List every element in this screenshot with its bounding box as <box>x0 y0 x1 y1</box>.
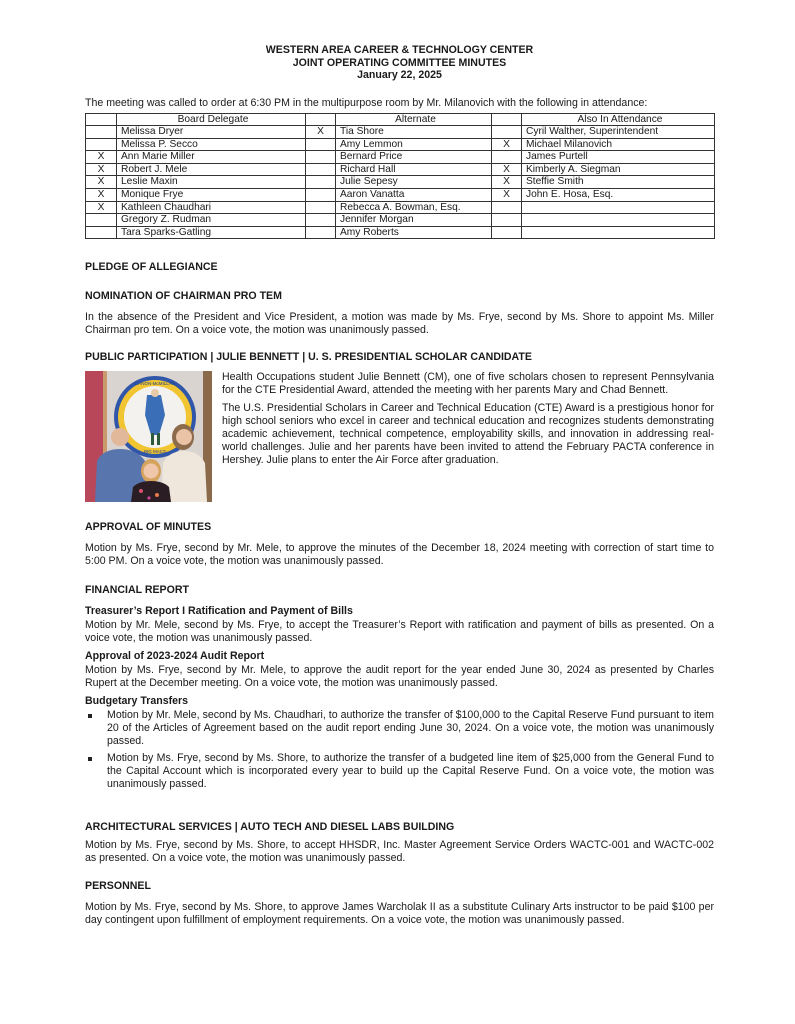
transfer-text: Motion by Ms. Frye, second by Ms. Shore, to authorize the transfer of a budgeted line item of $25,000 from the General Fund to the Capital Account which is incorporated every year to build up the Capital Reserve Fund. On a voice vote, the motion was unanimously passed. <box>107 752 714 790</box>
document-header-block <box>85 44 714 239</box>
present-mark <box>306 163 336 176</box>
attendance-header-row <box>86 113 715 126</box>
board-delegate: Melissa P. Secco <box>117 138 306 151</box>
alternate: Amy Roberts <box>336 226 492 239</box>
present-mark: X <box>492 176 522 189</box>
present-mark: X <box>86 151 117 164</box>
present-mark <box>306 176 336 189</box>
present-mark: X <box>86 176 117 189</box>
nomination-section <box>85 290 714 337</box>
audit-body: Motion by Ms. Frye, second by Mr. Mele, to approve the audit report for the year ended June 30, 2024 as presented by Charles Rupert at the December meeting. On a voice vote, the motion was unanimously passed. <box>85 664 714 689</box>
public-participation-section <box>85 351 714 364</box>
transfer-text: Motion by Mr. Mele, second by Ms. Chaudhari, to authorize the transfer of $100,000 to the Capital Reserve Fund pursuant to item 20 of the Articles of Agreement based on the audit report ending June 30, 2024. On a voice vote, the motion was unanimously passed. <box>107 709 714 747</box>
present-mark <box>86 126 117 139</box>
subheading-transfers: Budgetary Transfers <box>85 695 189 707</box>
attendance-header-cell <box>492 113 522 126</box>
board-delegate: Leslie Maxin <box>117 176 306 189</box>
table-row <box>86 151 715 164</box>
board-delegate: Robert J. Mele <box>117 163 306 176</box>
table-row <box>86 214 715 227</box>
present-mark <box>492 226 522 239</box>
alternate: Julie Sepesy <box>336 176 492 189</box>
attendance-table <box>85 113 715 240</box>
bullet-icon <box>88 757 92 761</box>
present-mark <box>306 214 336 227</box>
alternate: Bernard Price <box>336 151 492 164</box>
present-mark <box>306 201 336 214</box>
treasurer-body: Motion by Mr. Mele, second by Ms. Frye, to accept the Treasurer’s Report with ratification and payment of bills as presented. On a voice vote, the motion was unanimously passed. <box>85 619 714 644</box>
architectural-body: Motion by Ms. Frye, second by Ms. Shore, to accept HHSDR, Inc. Master Agreement Service Orders WACTC-001 and WACTC-002 as presented. On a voice vote, the motion was unanimously passed. <box>85 839 714 864</box>
table-row <box>86 126 715 139</box>
section-heading-pledge: PLEDGE OF ALLEGIANCE <box>85 261 218 273</box>
present-mark: X <box>86 201 117 214</box>
bennett-paragraph-1: Health Occupations student Julie Bennett (CM), one of five scholars chosen to represent Pennsylvania for the CTE Presidential Award, attended the meeting with her parents Mary and Chad Bennett. <box>222 371 714 396</box>
personnel-section <box>85 880 714 927</box>
also-in-attendance <box>522 214 715 227</box>
also-in-attendance: John E. Hosa, Esq. <box>522 189 715 202</box>
board-delegate: Kathleen Chaudhari <box>117 201 306 214</box>
architectural-services-section <box>85 821 714 865</box>
alternate: Jennifer Morgan <box>336 214 492 227</box>
alternate: Richard Hall <box>336 163 492 176</box>
document-header <box>85 44 714 82</box>
list-item <box>85 709 714 748</box>
present-mark: X <box>306 126 336 139</box>
section-heading-architectural: ARCHITECTURAL SERVICES | AUTO TECH AND DIESEL LABS BUILDING <box>85 821 455 833</box>
present-mark <box>306 189 336 202</box>
table-row <box>86 176 715 189</box>
section-heading-minutes: APPROVAL OF MINUTES <box>85 521 212 533</box>
document-title: JOINT OPERATING COMMITTEE MINUTES <box>292 56 507 69</box>
personnel-body: Motion by Ms. Frye, second by Ms. Shore, to approve James Warcholak II as a substitute Culinary Arts instructor to be paid $100 per day contingent upon fulfillment of employment requirements. On a voice vote, the motion was unanimously passed. <box>85 901 714 926</box>
present-mark <box>492 214 522 227</box>
board-delegate: Melissa Dryer <box>117 126 306 139</box>
alternate: Aaron Vanatta <box>336 189 492 202</box>
table-row <box>86 201 715 214</box>
present-mark: X <box>492 163 522 176</box>
present-mark <box>306 226 336 239</box>
table-row <box>86 226 715 239</box>
minutes-body: Motion by Ms. Frye, second by Mr. Mele, to approve the minutes of the December 18, 2024 meeting with correction of start time to 5:00 PM. On a voice vote, the motion was unanimously passed. <box>85 542 714 567</box>
present-mark: X <box>492 138 522 151</box>
list-item <box>85 752 714 791</box>
board-delegate: Ann Marie Miller <box>117 151 306 164</box>
also-in-attendance: Steffie Smith <box>522 176 715 189</box>
intro-text: The meeting was called to order at 6:30 PM in the multipurpose room by Mr. Milanovich with the following in attendance: <box>85 96 648 109</box>
table-row <box>86 138 715 151</box>
present-mark: X <box>86 163 117 176</box>
present-mark: X <box>86 189 117 202</box>
present-mark: X <box>492 189 522 202</box>
logo-text-bottom: BIG MACS <box>143 449 167 454</box>
financial-report-section <box>85 584 714 795</box>
attendance-header-cell: Board Delegate <box>117 113 306 126</box>
nomination-body: In the absence of the President and Vice President, a motion was made by Ms. Frye, second by Ms. Shore to appoint Ms. Miller Chairman pro tem. On a voice vote, the motion was unanimously passed. <box>85 311 714 336</box>
bennett-photo <box>85 371 212 502</box>
attendance-header-cell <box>306 113 336 126</box>
also-in-attendance: Cyril Walther, Superintendent <box>522 126 715 139</box>
alternate: Amy Lemmon <box>336 138 492 151</box>
section-heading-nomination: NOMINATION OF CHAIRMAN PRO TEM <box>85 290 282 302</box>
photo-image <box>85 371 212 502</box>
present-mark <box>86 138 117 151</box>
present-mark <box>306 151 336 164</box>
present-mark <box>492 126 522 139</box>
table-row <box>86 163 715 176</box>
attendance-header-cell <box>86 113 117 126</box>
present-mark <box>492 201 522 214</box>
section-heading-financial: FINANCIAL REPORT <box>85 584 189 596</box>
section-heading-personnel: PERSONNEL <box>85 880 151 892</box>
subheading-audit: Approval of 2023-2024 Audit Report <box>85 650 265 662</box>
org-name: WESTERN AREA CAREER & TECHNOLOGY CENTER <box>265 44 534 56</box>
present-mark <box>306 138 336 151</box>
subheading-treasurer: Treasurer’s Report I Ratification and Payment of Bills <box>85 605 353 617</box>
attendance-header-cell: Alternate <box>336 113 492 126</box>
bennett-paragraph-2: The U.S. Presidential Scholars in Career and Technical Education (CTE) Award is a prestigious honor for high school seniors who excel in career and technical education and recognizes students demonstrating academic achievement, technical competence, employability skills, and innovation in addressing real-world challenges. Julie and her parents have been invited to attend the February PACTA conference in Hershey. Julie plans to enter the Air Force after graduation. <box>222 402 714 466</box>
transfers-list <box>85 709 714 791</box>
bullet-icon <box>88 714 92 718</box>
attendance-header-cell: Also In Attendance <box>522 113 715 126</box>
also-in-attendance: James Purtell <box>522 151 715 164</box>
meeting-date: January 22, 2025 <box>357 69 442 81</box>
present-mark <box>86 214 117 227</box>
approval-of-minutes-section <box>85 521 714 568</box>
board-delegate: Monique Frye <box>117 189 306 202</box>
bennett-block <box>85 371 714 503</box>
pledge-section <box>85 261 714 274</box>
also-in-attendance <box>522 226 715 239</box>
table-row <box>86 189 715 202</box>
bennett-text <box>222 371 714 467</box>
also-in-attendance <box>522 201 715 214</box>
logo-text-top: CANON-McMILLAN <box>134 381 176 386</box>
also-in-attendance: Michael Milanovich <box>522 138 715 151</box>
present-mark <box>86 226 117 239</box>
board-delegate: Tara Sparks-Gatling <box>117 226 306 239</box>
board-delegate: Gregory Z. Rudman <box>117 214 306 227</box>
section-heading-public-participation: PUBLIC PARTICIPATION | JULIE BENNETT | U. S. PRESIDENTIAL SCHOLAR CANDIDATE <box>85 351 532 363</box>
alternate: Tia Shore <box>336 126 492 139</box>
alternate: Rebecca A. Bowman, Esq. <box>336 201 492 214</box>
also-in-attendance: Kimberly A. Siegman <box>522 163 715 176</box>
present-mark <box>492 151 522 164</box>
